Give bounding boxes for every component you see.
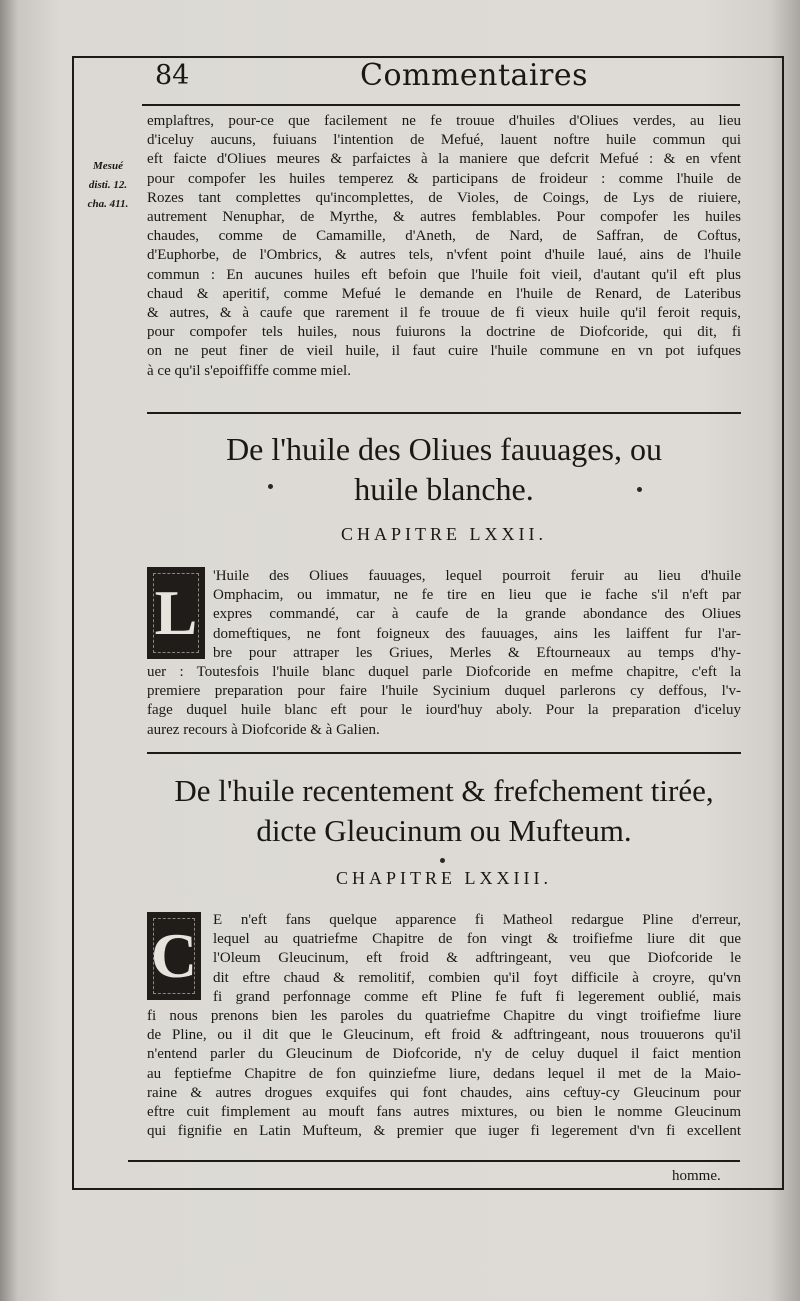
header-rule <box>142 104 740 106</box>
text-line: fi nous prenons bien les paroles du quatriefme Chapitre du vingt troifiefme liure <box>147 1008 741 1025</box>
text-line: pour compofer tels huiles, nous fuiurons la doctrine de Diofcoride, qui dit, fi <box>147 324 741 341</box>
text-line: E n'eft fans quelque apparence fi Matheol redargue Pline d'erreur, <box>213 912 741 928</box>
chapter-73-title-line-1: De l'huile recentement & frefchement tirée, <box>174 773 714 808</box>
opening-paragraph <box>147 112 741 381</box>
text-line: à ce qu'il s'epoiffiffe comme miel. <box>147 362 351 379</box>
text-line: raine & autres drogues exquifes qui font chaudes, ains ceftuy-cy Gleucinum pour <box>147 1084 741 1101</box>
running-head: Commentaires <box>360 58 589 93</box>
chapter-72-title-line-2: huile blanche. <box>354 471 534 507</box>
margin-note <box>82 157 134 214</box>
footer-rule <box>128 1160 740 1162</box>
ink-spot <box>268 484 273 489</box>
chapter-73-title-line-2: dicte Gleucinum ou Mufteum. <box>256 813 632 848</box>
text-line: dit eftre chaud & remolitif, combien qu'il foyt difficile à croyre, qu'vn <box>213 969 741 986</box>
text-line: autrement Nenuphar, de Myrthe, & autres femblables. Pour compofer les huiles <box>147 209 741 226</box>
page-number: 84 <box>155 60 190 91</box>
text-line: au feptiefme Chapitre de fon quinziefme liure, dedans lequel il met de la Maio- <box>147 1065 741 1082</box>
text-line: uer : Toutesfois l'huile blanc duquel parle Diofcoride en mefme chapitre, c'eft la <box>147 664 741 681</box>
text-line: eft faicte d'Oliues meures & parfaictes à la maniere que defcrit Mefué : & en vfent <box>147 151 741 168</box>
text-line: Rozes tant complettes qu'incomplettes, de Violes, de Coings, de Lys de riuiere, <box>147 189 741 206</box>
text-line: l'Oleum Gleucinum, eft froid & adftringeant, veu que Diofcoride le <box>213 950 741 967</box>
margin-note-line: disti. 12. <box>88 179 128 191</box>
catchword: homme. <box>672 1168 721 1184</box>
chapter-72-body <box>147 567 741 740</box>
text-line: pour compofer les huiles temperez & participans de froideur : comme l'huile de <box>147 170 741 187</box>
dropcap-c: C <box>147 912 201 1000</box>
margin-note-line: cha. 411. <box>87 198 129 210</box>
text-line: bre pour attraper les Griues, Merles & Eftourneaux au temps d'hy- <box>213 644 741 661</box>
text-line: expres commandé, car à caufe de la grande abondance des Oliues <box>213 606 741 623</box>
chapter-73-body <box>147 911 741 1141</box>
text-line: d'iceluy aucuns, fuiuans l'intention de Mefué, lauent noftre huile commun qui <box>147 132 741 149</box>
text-line: on ne peut finer de vieil huile, il faut cuire l'huile commune en vn pot iufques <box>147 343 741 360</box>
text-line: chaud & aperitif, comme Mefué le demande en l'huile de Renard, de Lateribus <box>147 285 741 302</box>
margin-note-line: Mesué <box>93 160 123 172</box>
text-line: chaudes, comme de Camamille, d'Aneth, de Nard, de Saffran, de Coftus, <box>147 228 741 245</box>
text-line: premiere preparation pour faire l'huile Sycinium duquel parlerons cy deffous, l'v- <box>147 683 741 700</box>
text-line: Omphacim, ou immatur, ne fe tire en lieu que ie fache s'il n'eft par <box>213 587 741 604</box>
chapter-73-label: CHAPITRE LXXIII. <box>336 868 552 888</box>
text-line: eftre cuit fimplement au mouft fans autres mixtures, ou bien le nomme Gleucinum <box>147 1104 741 1121</box>
text-line: n'entend parler du Gleucinum de Diofcoride, n'y de celuy duquel il faict mention <box>147 1046 741 1063</box>
text-line: de Pline, ou il dit que le Gleucinum, eft froid & adftringeant, nous trouuerons qu'il <box>147 1027 741 1044</box>
section-rule <box>147 752 741 754</box>
text-line: commun : En aucunes huiles eft befoin que l'huile foit vieil, d'autant qu'il eft plus <box>147 266 741 283</box>
text-line: d'Euphorbe, de l'Ombrics, & autres tels, n'vfent point d'huile laué, ains de l'huile <box>147 247 741 264</box>
chapter-72-title-line-1: De l'huile des Oliues fauuages, ou <box>226 431 662 467</box>
section-rule <box>147 412 741 414</box>
text-line: emplaftres, pour-ce que facilement ne fe trouue d'huiles d'Oliues verdes, au lieu <box>147 113 741 129</box>
text-line: lequel au quatriefme Chapitre de fon vingt & troifiefme liure dit que <box>213 931 741 948</box>
dropcap-l: L <box>147 567 205 659</box>
ink-spot <box>440 858 445 863</box>
text-line: qui fignifie en Latin Mufteum, & premier que iuger fi legerement d'vn fi excellent <box>147 1123 741 1140</box>
text-line: domeftiques, ne font foigneux des fauuages, ains les laiffent fur l'ar- <box>213 625 741 642</box>
text-line: fage duquel huile blanc eft pour le iourd'huy aboly. Pour la preparation d'iceluy <box>147 702 741 719</box>
chapter-72-label: CHAPITRE LXXII. <box>341 524 547 544</box>
text-line: fi grand perfonnage comme eft Pline fe fuft fi legerement oublié, mais <box>213 988 741 1005</box>
text-line: & autres, & à caufe que rarement il fe trouue de fi vieux huile qu'il feroit requis, <box>147 305 741 322</box>
text-line: aurez recours à Diofcoride & à Galien. <box>147 721 380 738</box>
text-line: 'Huile des Oliues fauuages, lequel pourroit feruir au lieu d'huile <box>213 568 741 584</box>
ink-spot <box>637 487 642 492</box>
